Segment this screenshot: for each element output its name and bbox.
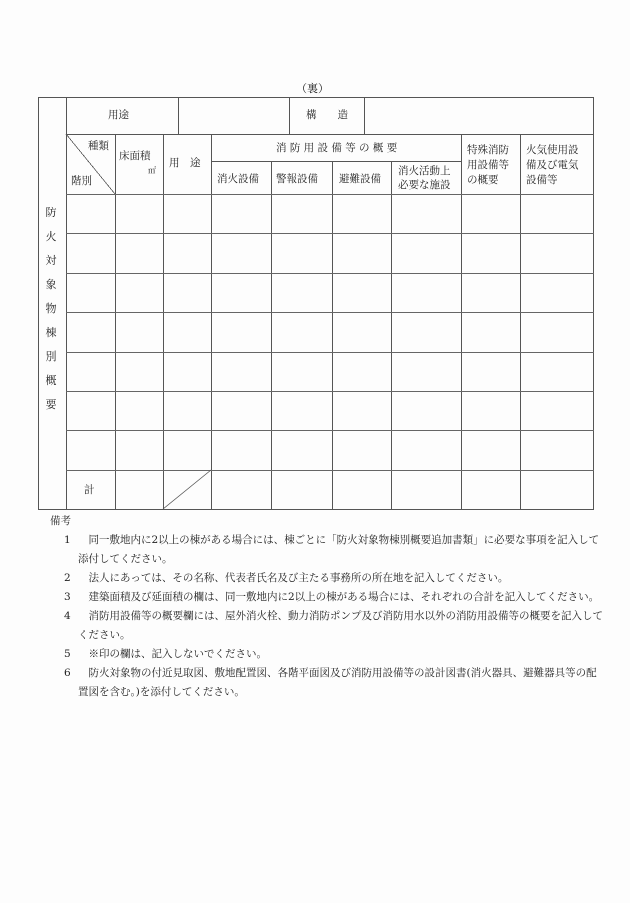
special-label-line1: 特殊消防	[467, 144, 509, 156]
evacuation-label: 避難設備	[339, 173, 381, 185]
note-text: 法人にあっては、その名称、代表者氏名及び主たる事務所の所在地を記入してください。	[78, 572, 509, 584]
floor-area-unit: ㎡	[148, 166, 156, 175]
alarm-label: 警報設備	[276, 173, 318, 185]
structure-label: 構 造	[306, 109, 348, 121]
note-text: 同一敷地内に2以上の棟がある場合には、棟ごとに「防火対象物棟別概要追加書類」に必要な事項を記入して添付してください。	[78, 534, 600, 565]
note-number: 4	[64, 610, 71, 622]
note-item	[44, 664, 604, 702]
note-number: 6	[64, 667, 71, 679]
equipment-group-label: 消 防 用 設 備 等 の 概 要	[276, 142, 398, 154]
fire-use-label-line1: 火気使用設	[526, 144, 579, 156]
note-item	[44, 588, 604, 607]
usage-label: 用途	[108, 109, 129, 121]
special-label-line3: の概要	[467, 174, 499, 186]
side-title-char: 概	[45, 374, 57, 387]
side-title-char: 対	[45, 254, 57, 267]
total-row-label: 計	[84, 484, 95, 496]
side-title-char: 物	[45, 302, 57, 315]
fire-use-label-line2: 備及び電気	[526, 159, 579, 171]
fire-use-label-line3: 設備等	[526, 174, 558, 186]
side-title-char: 象	[45, 278, 57, 291]
special-label-line2: 用設備等	[467, 159, 509, 171]
note-item	[44, 531, 604, 569]
side-title-char: 要	[45, 398, 57, 411]
note-number: 3	[64, 591, 71, 603]
floor-label: 階別	[71, 175, 92, 187]
notes-list	[44, 531, 604, 702]
note-item	[44, 607, 604, 645]
total-row-diagonal	[163, 470, 211, 509]
floor-area-label: 床面積	[119, 150, 151, 162]
side-title-char: 火	[45, 230, 57, 243]
note-number: 2	[64, 572, 71, 584]
note-item	[44, 645, 604, 664]
notes-section	[44, 512, 604, 702]
fire-extinguishing-label: 消火設備	[217, 173, 259, 185]
note-text: ※印の欄は、記入しないでください。	[78, 648, 267, 660]
side-title-char: 別	[45, 350, 57, 363]
firefighting-label-line2: 必要な施設	[398, 179, 451, 191]
side-title-char: 棟	[45, 326, 57, 339]
page-side-label: （裏）	[296, 82, 329, 95]
note-text: 建築面積及び延面積の欄は、同一敷地内に2以上の棟がある場合には、それぞれの合計を記入してください。	[78, 591, 600, 603]
firefighting-label-line1: 消火活動上	[398, 165, 451, 177]
type-label: 種類	[88, 140, 109, 152]
note-text: 防火対象物の付近見取図、敷地配置図、各階平面図及び消防用設備等の設計図書(消火器具、避難器具等の配置図を含む。)を添付してください。	[78, 667, 597, 698]
note-text: 消防用設備等の概要欄には、屋外消火栓、動力消防ポンプ及び消防用水以外の消防用設備等の概要を記入してください。	[78, 610, 603, 641]
side-title-char: 防	[45, 206, 57, 219]
note-number: 1	[64, 534, 71, 546]
note-item	[44, 569, 604, 588]
notes-title: 備考	[50, 515, 71, 527]
header-usage-label: 用 途	[169, 157, 201, 169]
note-number: 5	[64, 648, 71, 660]
